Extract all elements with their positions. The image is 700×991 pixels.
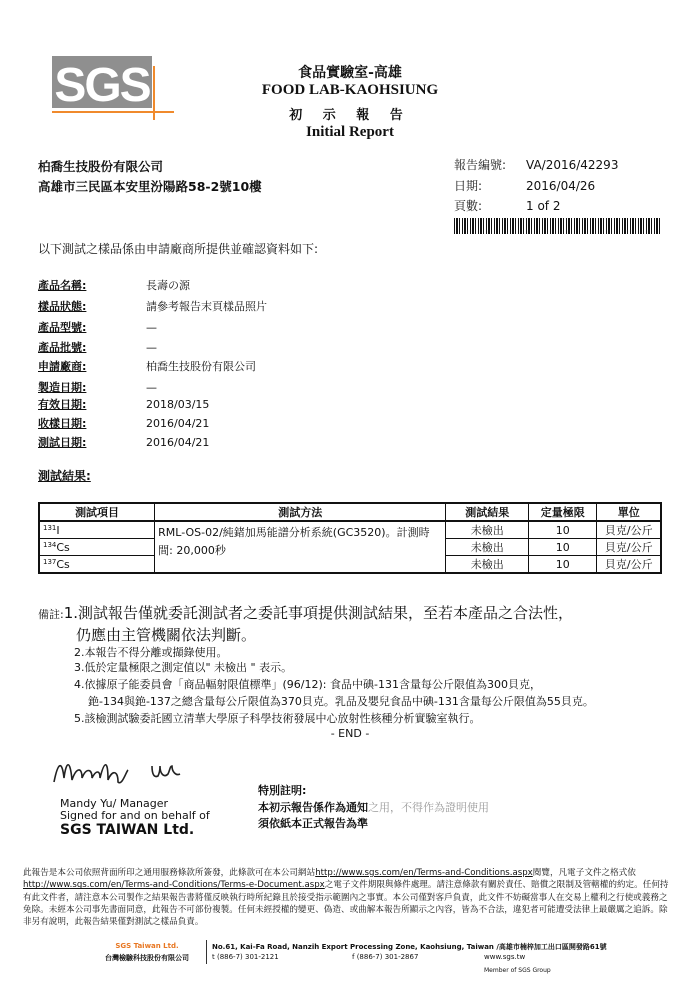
info-row bbox=[38, 339, 157, 355]
col-header-unit: 單位 bbox=[597, 503, 661, 521]
footer-company-zh: 台灣檢驗科技股份有限公司 bbox=[105, 954, 189, 962]
info-value: 2016/04/21 bbox=[146, 436, 210, 449]
loq-value: 10 bbox=[529, 539, 597, 556]
info-label: 收樣日期: bbox=[38, 417, 87, 430]
footer-divider bbox=[206, 940, 207, 964]
info-value: — bbox=[146, 381, 157, 394]
info-row bbox=[38, 379, 157, 395]
disclaimer-seg2: 閱覽，凡電子文件之格式依 bbox=[532, 868, 636, 878]
barcode bbox=[454, 218, 662, 234]
special-line1-text: 本初示報告係作為通知 bbox=[258, 801, 368, 814]
logo-text: SGS bbox=[54, 59, 150, 112]
table-header-row bbox=[39, 503, 661, 521]
special-line1-faded: 之用，不得作為證明使用 bbox=[368, 801, 489, 814]
test-result: 未檢出 bbox=[446, 539, 529, 556]
info-value: 柏喬生技股份有限公司 bbox=[146, 360, 256, 373]
info-row bbox=[38, 434, 209, 450]
terms-link[interactable]: http://www.sgs.com/en/Terms-and-Conditions.aspx bbox=[315, 868, 533, 878]
footer-fax: f (886-7) 301-2867 bbox=[352, 953, 419, 961]
table-row bbox=[39, 521, 661, 539]
disclaimer-seg1: 此報告是本公司依照背面所印之通用服務條款所簽發，此條款可在本公司網站 bbox=[23, 868, 316, 878]
note-3: 3.低於定量極限之測定值以" 未檢出 " 表示。 bbox=[74, 661, 293, 674]
note-5: 5.該檢測試驗委託國立清華大學原子科學技術發展中心放射性核種分析實驗室執行。 bbox=[74, 712, 481, 725]
info-label: 製造日期: bbox=[38, 381, 87, 394]
test-result: 未檢出 bbox=[446, 556, 529, 574]
info-value: 長壽の源 bbox=[146, 279, 190, 292]
element: Cs bbox=[56, 557, 70, 571]
footer-company-en: SGS Taiwan Ltd. bbox=[115, 942, 179, 950]
note-4: 4.依據原子能委員會「商品輻射限值標準」(96/12): 食品中碘-131含量每公斤限值為300貝克， bbox=[74, 678, 541, 691]
signer-company: SGS TAIWAN Ltd. bbox=[60, 822, 195, 838]
test-method: RML-OS-02/純鍺加馬能譜分析系統(GC3520)。計測時間: 20,000秒 bbox=[155, 521, 446, 573]
info-label: 產品名稱: bbox=[38, 279, 87, 292]
info-label: 產品型號: bbox=[38, 321, 87, 334]
signed-on-behalf: Signed for and on behalf of bbox=[60, 809, 210, 822]
note-1 bbox=[38, 602, 573, 623]
info-row bbox=[38, 396, 209, 412]
mass-number: 134 bbox=[43, 540, 57, 549]
info-label: 樣品狀態: bbox=[38, 300, 87, 313]
report-type-en: Initial Report bbox=[306, 124, 394, 140]
info-label: 產品批號: bbox=[38, 341, 87, 354]
test-result: 未檢出 bbox=[446, 521, 529, 539]
info-value: 2018/03/15 bbox=[146, 398, 210, 411]
unit: 貝克/公斤 bbox=[597, 539, 661, 556]
meta-label: 報告編號: bbox=[454, 158, 507, 172]
loq-value: 10 bbox=[529, 556, 597, 574]
note-1-cont: 仍應由主管機關依法判斷。 bbox=[76, 626, 257, 644]
lab-title-en: FOOD LAB-KAOHSIUNG bbox=[261, 82, 439, 98]
footer-address: No.61, Kai-Fa Road, Nanzih Export Processing Zone, Kaohsiung, Taiwan /高雄市楠梓加工出口區開發路61號 bbox=[212, 943, 607, 951]
note-4-cont: 銫-134與銫-137之總含量每公斤限值為370貝克。乳品及嬰兒食品中碘-131含量每公斤限值為55貝克。 bbox=[88, 695, 594, 708]
special-note-line2: 須依紙本正式報告為準 bbox=[258, 817, 368, 830]
lab-title-zh: 食品實驗室-高雄 bbox=[298, 65, 402, 81]
footer-member: Member of SGS Group bbox=[484, 967, 551, 974]
element: Cs bbox=[56, 540, 70, 554]
end-marker: - END - bbox=[330, 727, 370, 740]
info-row bbox=[38, 277, 190, 293]
results-table bbox=[38, 502, 662, 574]
col-header-loq: 定量極限 bbox=[529, 503, 597, 521]
disclaimer-seg3: 之電子文件期限與條件處理。請注意條款有關於責任、賠償之限制及管轄權的約定。任何持有此文件者，請注意本公司製作之結果報告書將僅反映執行時所紀錄且於接受指示範圍內之事實。本公司僅對客戶負責，此文件不妨礙當事人在交易上權利之行使或義務之免除。未經本公司事先書面同意，此報告不可部份複製。任何未經授權的變更、偽造、或曲解本報告所顯示之內容，皆為不合法，違犯者可能遭受法律上最嚴厲之追訴。除非另有說明，此報告結果僅對測試之樣品負責。 bbox=[23, 880, 669, 928]
report-date: 2016/04/26 bbox=[526, 179, 596, 193]
note-2: 2.本報告不得分離或擷錄使用。 bbox=[74, 646, 228, 659]
client-name: 柏喬生技股份有限公司 bbox=[38, 159, 164, 174]
client-address: 高雄市三民區本安里汾陽路58-2號10樓 bbox=[38, 179, 262, 194]
info-value: — bbox=[146, 321, 157, 334]
intro-text: 以下測試之樣品係由申請廠商所提供並確認資料如下: bbox=[38, 242, 319, 256]
unit: 貝克/公斤 bbox=[597, 521, 661, 539]
terms-e-document-link[interactable]: http://www.sgs.com/en/Terms-and-Conditions/Terms-e-Document.aspx bbox=[23, 880, 325, 891]
col-header-item: 測試項目 bbox=[39, 503, 155, 521]
info-row bbox=[38, 298, 267, 314]
info-row bbox=[38, 358, 256, 374]
col-header-result: 測試結果 bbox=[446, 503, 529, 521]
info-label: 申請廠商: bbox=[38, 360, 87, 373]
info-value: — bbox=[146, 341, 157, 354]
test-item bbox=[39, 539, 155, 556]
info-label: 測試日期: bbox=[38, 436, 87, 449]
info-value: 請參考報告末頁樣品照片 bbox=[146, 300, 267, 313]
footer-tel: t (886-7) 301-2121 bbox=[212, 953, 279, 961]
special-note-line1 bbox=[258, 799, 489, 815]
info-value: 2016/04/21 bbox=[146, 417, 210, 430]
unit: 貝克/公斤 bbox=[597, 556, 661, 574]
report-type-zh: 初 示 報 告 bbox=[289, 108, 411, 123]
meta-label: 日期: bbox=[454, 179, 483, 193]
page-count-row bbox=[454, 197, 560, 214]
report-number: VA/2016/42293 bbox=[526, 158, 619, 172]
mass-number: 137 bbox=[43, 557, 57, 566]
report-number-row bbox=[454, 156, 618, 173]
test-item bbox=[39, 521, 155, 539]
meta-label: 頁數: bbox=[454, 199, 483, 213]
info-label: 有效日期: bbox=[38, 398, 87, 411]
info-row bbox=[38, 415, 209, 431]
results-title: 測試結果: bbox=[38, 469, 91, 483]
notes-prefix: 備註: bbox=[38, 608, 64, 621]
col-header-method: 測試方法 bbox=[155, 503, 446, 521]
loq-value: 10 bbox=[529, 521, 597, 539]
special-note-title: 特別註明: bbox=[258, 784, 307, 797]
element: I bbox=[56, 523, 60, 537]
mass-number: 131 bbox=[43, 523, 57, 532]
test-item bbox=[39, 556, 155, 574]
note-1-text: 1.測試報告僅就委託測試者之委託事項提供測試結果，至若本產品之合法性， bbox=[63, 604, 574, 622]
info-row bbox=[38, 319, 157, 335]
footer-web: www.sgs.tw bbox=[484, 953, 526, 961]
disclaimer bbox=[23, 867, 671, 928]
signer-name: Mandy Yu/ Manager bbox=[60, 797, 169, 810]
report-date-row bbox=[454, 177, 595, 194]
handwritten-signature bbox=[52, 752, 202, 794]
page-count: 1 of 2 bbox=[526, 199, 561, 213]
